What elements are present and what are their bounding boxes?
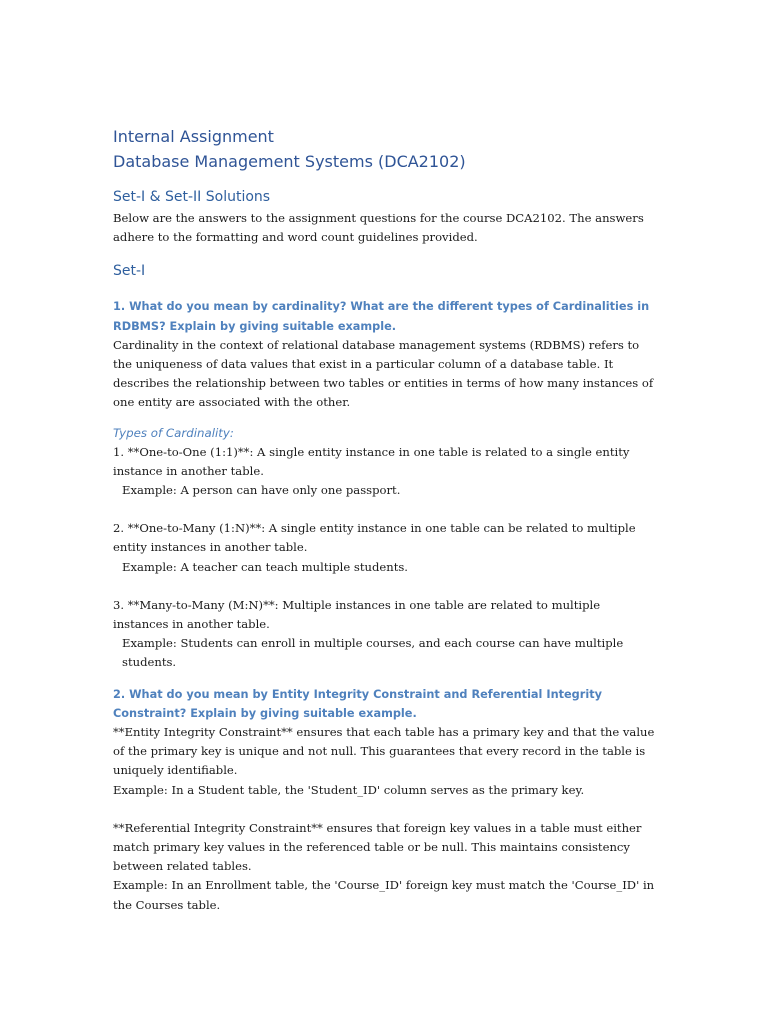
doc-title-line2: Database Management Systems (DCA2102) <box>113 152 466 171</box>
document-page <box>113 124 658 915</box>
types-heading: Types of Cardinality: <box>113 425 234 440</box>
cardinality-type-3: 3. **Many-to-Many (M:N)**: Multiple instances in one table are related to multiple instances in another table. <box>113 597 601 632</box>
referential-integrity-example: Example: In an Enrollment table, the 'Course_ID' foreign key must match the 'Course_ID' in the Courses table. <box>113 878 655 912</box>
question-2: 2. What do you mean by Entity Integrity Constraint and Referential Integrity Constraint? Explain by giving suitable example. <box>113 687 602 720</box>
entity-integrity-paragraph: **Entity Integrity Constraint** ensures that each table has a primary key and that the value of the primary key is unique and not null. This guarantees that every record in the table is uniquely identifiable. <box>113 725 655 778</box>
referential-integrity-paragraph: **Referential Integrity Constraint** ensures that foreign key values in a table must either match primary key values in the referenced table or be null. This maintains consistency between related tables. <box>113 820 642 874</box>
question-1-answer: Cardinality in the context of relational database management systems (RDBMS) refers to the uniqueness of data values that exist in a particular column of a database table. It describes the relationship between two tables or entities in terms of how many instances of one entity are associated with the other. <box>113 337 654 410</box>
doc-title-line1: Internal Assignment <box>113 127 274 146</box>
intro-paragraph: Below are the answers to the assignment questions for the course DCA2102. The answers adhere to the formatting and word count guidelines provided. <box>113 211 644 245</box>
section-heading: Set-I & Set-II Solutions <box>113 189 271 205</box>
entity-integrity-example: Example: In a Student table, the 'Student_ID' column serves as the primary key. <box>113 782 585 797</box>
set1-heading: Set-I <box>113 263 146 280</box>
question-1: 1. What do you mean by cardinality? What are the different types of Cardinalities in RDBMS? Explain by giving suitable example. <box>113 300 650 333</box>
cardinality-type-2-example: Example: A teacher can teach multiple students. <box>122 559 408 574</box>
cardinality-type-1-example: Example: A person can have only one passport. <box>122 483 401 498</box>
cardinality-type-2: 2. **One-to-Many (1:N)**: A single entity instance in one table can be related to multiple entity instances in another table. <box>113 521 636 555</box>
cardinality-type-3-example: Example: Students can enroll in multiple courses, and each course can have multiple students. <box>122 636 624 670</box>
cardinality-type-1: 1. **One-to-One (1:1)**: A single entity instance in one table is related to a single entity instance in another table. <box>113 444 630 478</box>
